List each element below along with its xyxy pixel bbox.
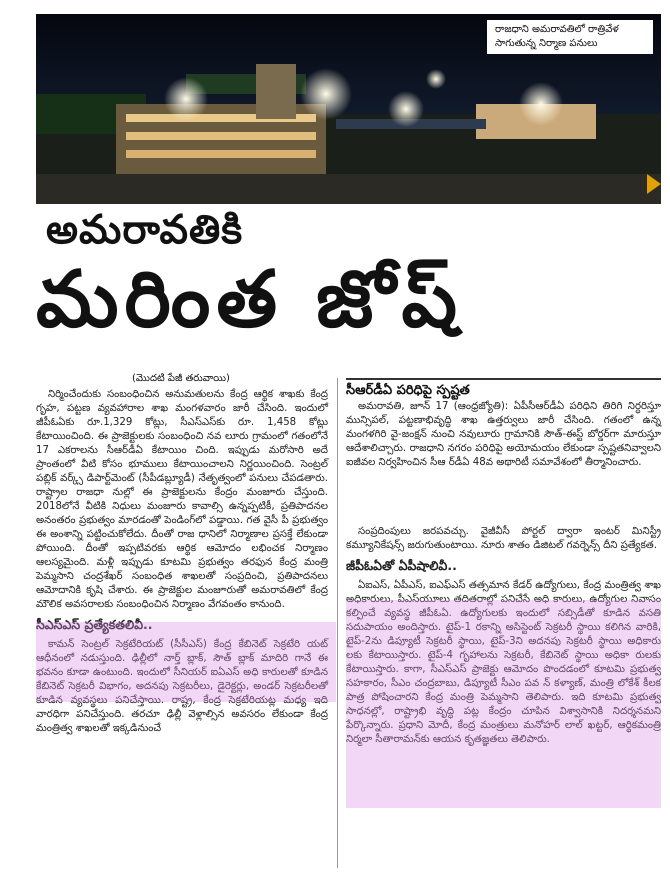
headline-kicker: అమరావతికి bbox=[36, 204, 253, 254]
caption-line-2: సాగుతున్న నిర్మాణ పనులు bbox=[495, 38, 598, 49]
continued-byline: (మొదటి పేజీ తరువాయి) bbox=[132, 373, 230, 384]
col2-paragraph: అమరావతి, జూన్ 17 (ఆంధ్రజ్యోతి): ఏపీసీఆర్‌డీఏ పరిధిని తిరిగి నిర్ధరిస్తూ మున్సిపల్, పట్టణాభివృద్ధి శాఖ ఉత్తర్వులు జారీ చేసింది. గతంలో ఉన్న మంగళగిరి వై-జంక్షన్ నుంచి నవులూరు గ్రామానికి సౌత్-ఈస్ట్ బోర్డర్‌గా మారుస్తూ ఆదేశాలిచ్చారు. రాజధాని నగరం పరిధిపై అయోమయం లేకుండా స్పష్టతనివ్వాలని ఐజీవల నిర్వహించిన సీఆ ర్‌డీఏ 48వ అథారిటీ సమావేశంలో తీర్మానించారు. bbox=[346, 401, 661, 468]
col3-paragraph-2: ఏఐఎస్, ఏపీఎస్, ఐఎఫ్ఎస్ తత్సమాన కేడర్ ఉద్యోగులు, కేంద్ర మంత్రిత్వ శాఖ అధికారులు, పీఎస్‌యూలు తదితరాల్లో పనిచేసే అధి కారులు, ఉద్యోగుల నివాసం కల్పించే వ్యవస్థ జీపీఓఏ. ఉద్యోగులకు ఇందులో సబ్సిడీతో కూడిన వసతి సదుపాయం అందిస్తారు. టైప్-1 రకాన్ని అసిస్టెంట్ సెక్రటరీ స్థాయి కలిగిన వారికి, టైప్-2ను డిప్యూటీ సెక్రటరీ స్థాయి, టైప్-3ని అదనపు సెక్రటరీ స్థాయి అధికారు లకు కేటాయిస్తారు. టైప్-4 గృహాలను సెక్రటరీ, కేబినెట్ స్థాయి అధికా రులకు కేటాయిస్తారు. కాగా, సీఎస్ఎస్ ప్రాజెక్టు ఆమోదం పొందడంలో కూటమి ప్రభుత్వ సహకారం, సీఎం చంద్రబాబు, డిప్యూటీ సీఎం పవ న్ కళ్యాణ్, మంత్రి లోకేశ్ కీలక పాత్ర పోషించారని కేంద్ర మంత్రి పెమ్మసాని తెలిపారు. ఇది కూటమి ప్రభుత్వ సాధనల్లో, రాష్ట్రాభి వృద్ధి పట్ల కేంద్రం చూపిన విశ్వాసానికి నిదర్శనమని పేర్కొన్నారు. ప్రధాని మోదీ, కేంద్ర మంత్రులు మనోహర్ లాల్ ఖట్టర్, ఆర్థికమంత్రి నిర్మలా సీతారామన్‌కు ఆయన కృతజ్ఞతలు తెలిపారు. bbox=[346, 580, 661, 745]
article-column-1 bbox=[36, 388, 328, 742]
col3-paragraph: సంప్రదింపులు జరపవచ్చు. వైజీవీసీ పోర్టల్ ద్వారా ఇంటర్ మినిస్ట్రీ కమ్యూనికేషన్స్ జరుగుతుంటాయి. నూరు శాతం డిజిటల్ గవర్నెన్స్ దీని ప్రత్యేకత. bbox=[346, 526, 661, 551]
col1-paragraph: నిర్మించేందుకు సంబంధించిన అనుమతులను కేంద్ర ఆర్థిక శాఖకు కేంద్ర గృహ, పట్టణ వ్యవహారాల శాఖ మంగళవారం జారీ చేసింది. ఇందులో జీపీఓఏకు రూ.1,329 కోట్లు, సీఎస్ఎస్‌కు రూ. 1,458 కోట్లు కేటాయించింది. ఈ ప్రాజెక్టులకు సంబంధించి నవ లూరు గ్రామంలో గతంలోనే 17 ఎకరాలను సీఆర్‌డీఏ కేటాయిం చింది. ఇప్పుడు మరోసారి అదే ప్రాంతంలో వీటి కోసం భూములు కేటాయించాలని నిర్ణయించింది. సెంట్రల్ పబ్లిక్ వర్క్స్ డిపార్ట్‌మెంట్ (సీపీడబ్ల్యూడీ) నేతృత్వంలో పనులు చేపడతారు. రాష్ట్రాల రాజధా నుల్లో ఈ ప్రాజెక్టులను కేంద్రం మంజూరు చేస్తుంది. 2018లోనే వీటికి నిధులు మంజూరు కావాల్సి ఉన్నప్పటికీ, ప్రతిపాదనల అనంతరం ప్రభుత్వం మారడంతో పెండింగ్‌లో పడ్డాయి. గత వైసీ పీ ప్రభుత్వం ఈ అంశాన్ని పట్టించుకోలేదు. దీంతో రాజ ధానిలో నిర్మాణాల ప్రసక్తే లేకుండా పోయింది. దీంతో ఇప్పటివరకు ఆర్థిక ఆమోదం లభించక నిర్మాణం ఆలస్యమైంది. మళ్లీ ఇప్పుడు కూటమి ప్రభుత్వం తరఫున కేంద్ర మంత్రి పెమ్మసాని చంద్రశేఖర్ సంబంధిత శాఖలతో సంప్రదించి, ప్రతిపాదనలు ఆమోదానికి కృషి చేశారు. ఈ ప్రాజెక్టుల మంజూరుతో అమరావతిలో కేంద్ర మౌలిక అవసరాలకు సంబంధించిన నిర్మాణం వేగవంతం కానుంది. bbox=[36, 389, 328, 610]
photo-caption bbox=[487, 20, 653, 54]
construction-night-photo bbox=[36, 14, 661, 204]
col3-subhead: జీపీఓఏతో ఏపీషాలివీ.. bbox=[346, 558, 457, 573]
column-divider bbox=[337, 378, 338, 868]
col1-paragraph-2: కామన్ సెంట్రల్ సెక్రటేరియట్ (సీసీఎస్) కేంద్ర కేబినెట్ సెక్రటేరి యట్ ఆధీనంలో నడుస్తుంది. ఢిల్లీలో నార్త్ బ్లాక్, సౌత్ బ్లాక్ మాదిరి గానే ఈ భవనం కూడా ఉంటుంది. ఇందులో సీనియర్ ఐఏఎస్ అధి కారులతో కూడిన కేబినెట్ సెక్రటరీ విభాగం, అదనపు సెక్రటరీలు, డైరెక్టర్లు, అండర్ సెక్రటరీలతో కూడిన వ్యవస్థలు పనిచేస్తాయి. రాష్ట్ర, కేంద్ర సెక్రటేరియట్ల మధ్య ఇది వారధిగా పనిచేస్తుంది. తరచూ ఢిల్లీ వెళ్లాల్సిన అవసరం లేకుండా కేంద్ర మంత్రిత్వ శాఖలతో ఇక్కడినుంచే bbox=[36, 639, 328, 734]
article-column-3 bbox=[346, 525, 661, 753]
headline-main: మరింత జోష్ bbox=[36, 255, 464, 345]
col1-subhead: సీఎస్ఎస్ ప్రత్యేకతలివీ.. bbox=[36, 617, 153, 632]
arrow-icon bbox=[647, 174, 661, 194]
box-title: సీఆర్‌డీఏ పరిధిపై స్పష్టత bbox=[346, 378, 661, 401]
article-column-2 bbox=[346, 400, 661, 476]
caption-line-1: రాజధాని అమరావతిలో రాత్రివేళ bbox=[495, 24, 619, 35]
